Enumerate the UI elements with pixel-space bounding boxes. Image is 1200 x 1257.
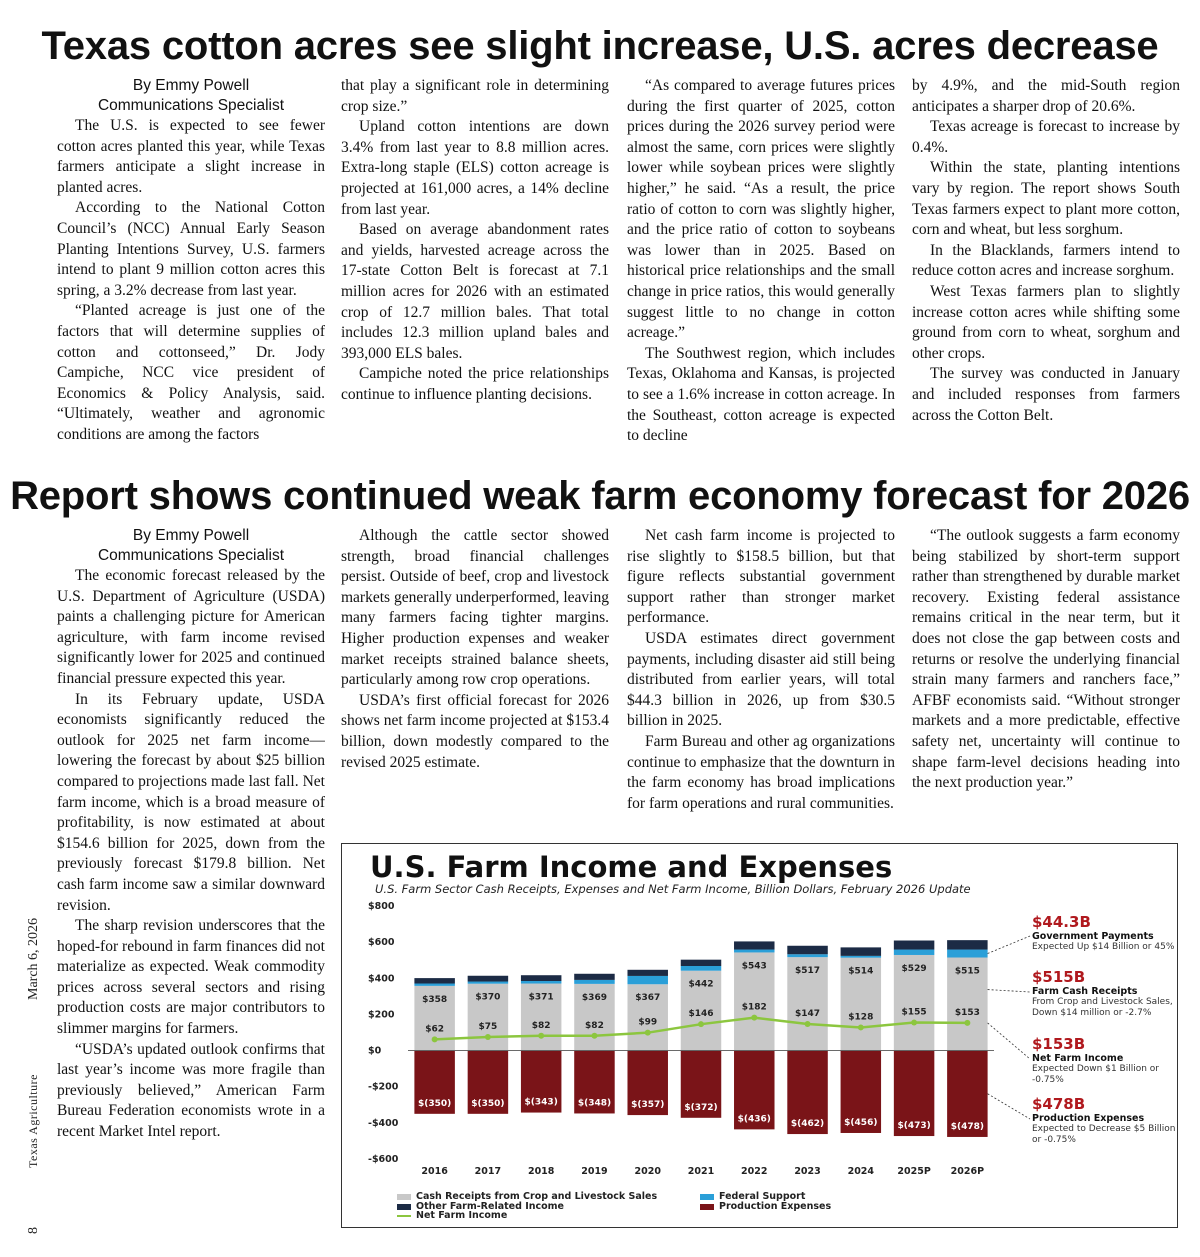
legend-label: Net Farm Income — [416, 1210, 508, 1221]
point-net-farm-income — [911, 1020, 917, 1026]
byline-title: Communications Specialist — [97, 97, 285, 114]
label-production-expenses: $(372) — [684, 1102, 718, 1113]
bar-other-income — [521, 975, 561, 981]
paragraph: “USDA’s updated outlook confirms that last year’s income was more fragile than previously believed,” American Farm Bureau Federation economists wrote in a recent Market Intel report. — [57, 1040, 325, 1141]
point-net-farm-income — [751, 1015, 757, 1021]
label-net-farm-income: $146 — [688, 1009, 714, 1020]
annotation-leader-line — [988, 1094, 1030, 1119]
bar-other-income — [894, 941, 934, 950]
annotation-desc: Expected Up $14 Billion or 45% — [1032, 942, 1175, 952]
point-net-farm-income — [805, 1021, 811, 1027]
paragraph: The survey was conducted in January and included responses from farmers across the Cotton Belt. — [912, 365, 1180, 424]
label-production-expenses: $(348) — [577, 1098, 612, 1109]
story2-column-1 — [57, 526, 325, 1232]
legend-label: Production Expenses — [719, 1201, 832, 1212]
paragraph: West Texas farmers plan to slightly increase cotton acres while shifting some ground from corn to wheat, sorghum and other crops. — [912, 282, 1180, 362]
bar-federal-support — [947, 950, 987, 958]
label-production-expenses: $(350) — [417, 1098, 452, 1109]
bar-federal-support — [468, 982, 508, 984]
x-tick-label: 2024 — [847, 1166, 875, 1177]
byline-name: By Emmy Powell — [132, 527, 250, 544]
legend-label: Other Farm-Related Income — [416, 1201, 565, 1212]
byline-title: Communications Specialist — [97, 547, 285, 564]
y-tick-label: $600 — [368, 937, 395, 949]
annotation-label: Production Expenses — [1032, 1113, 1145, 1124]
x-tick-label: 2026P — [950, 1166, 985, 1177]
legend-label: Federal Support — [719, 1191, 806, 1202]
bar-federal-support — [574, 980, 614, 984]
bar-federal-support — [627, 976, 667, 984]
point-net-farm-income — [698, 1021, 704, 1027]
paragraph: The Southwest region, which includes Texas, Oklahoma and Kansas, is projected to see a 1.6% increase in cotton acreage. In the Southeast, cotton acreage is expected to decline — [627, 344, 895, 445]
point-net-farm-income — [645, 1030, 651, 1036]
y-tick-label: -$400 — [368, 1117, 399, 1129]
story2-column-4 — [912, 526, 1180, 838]
point-net-farm-income — [485, 1034, 491, 1040]
y-tick-label: $400 — [368, 973, 395, 985]
label-cash-receipts: $529 — [901, 963, 927, 974]
legend-swatch — [397, 1204, 411, 1210]
annotation-value: $153B — [1032, 1035, 1086, 1053]
annotation-government-payments — [1032, 914, 1177, 953]
legend-swatch — [700, 1204, 714, 1210]
folio-date: March 6, 2026 — [26, 917, 41, 1000]
label-net-farm-income: $62 — [425, 1024, 445, 1035]
label-cash-receipts: $371 — [528, 992, 554, 1003]
legend-production-expenses — [700, 1201, 831, 1212]
bar-federal-support — [521, 981, 561, 984]
annotation-value: $44.3B — [1032, 913, 1091, 931]
label-net-farm-income: $128 — [848, 1012, 874, 1023]
label-net-farm-income: $155 — [901, 1007, 927, 1018]
bar-other-income — [681, 960, 721, 966]
x-tick-label: 2019 — [581, 1166, 608, 1177]
paragraph: Based on average abandonment rates and yields, harvested acreage across the 17-state Cotton Belt is forecast at 7.1 million acres for 2026 with an estimated crop of 12.7 million bales. That total includes 12.3 million upland bales and 393,000 ELS bales. — [341, 221, 609, 362]
bar-other-income — [468, 976, 508, 982]
paragraph: The economic forecast released by the U.S. Department of Agriculture (USDA) paints a challenging picture for American agriculture, with farm income revised significantly lower for 2025 and continued financial pressure expected this year. — [57, 567, 325, 687]
paragraph: Campiche noted the price relationships continue to influence planting decisions. — [341, 365, 609, 403]
legend-label: Cash Receipts from Crop and Livestock Sales — [416, 1191, 658, 1202]
label-net-farm-income: $99 — [638, 1017, 658, 1028]
annotation-leader-line — [988, 1023, 1030, 1059]
point-net-farm-income — [591, 1033, 597, 1039]
label-cash-receipts: $369 — [581, 992, 607, 1003]
x-tick-label: 2018 — [527, 1166, 555, 1177]
y-tick-label: -$200 — [368, 1081, 399, 1093]
headline-farm-economy: Report shows continued weak farm economy forecast for 2026 — [10, 474, 1190, 518]
label-net-farm-income: $82 — [585, 1020, 604, 1031]
bar-federal-support — [414, 984, 454, 986]
paragraph: In the Blacklands, farmers intend to reduce cotton acres and increase sorghum. — [912, 241, 1180, 280]
point-net-farm-income — [964, 1020, 970, 1026]
bar-other-income — [947, 940, 987, 949]
annotation-leader-line — [988, 990, 1030, 992]
y-tick-label: $0 — [368, 1045, 382, 1057]
paragraph: “As compared to average futures prices during the first quarter of 2025, cotton prices during the 2026 survey period were almost the same, corn prices were slightly lower while soybean prices were slightly higher,” he said. “As a result, the price ratio of cotton to corn was slightly higher, and the price ratio of cotton to soybeans was lower than in 2025. Based on historical price relationships and the small change in price ratios, this would generally suggest little to no change in cotton acreage.” — [627, 77, 895, 342]
story1-column-1 — [57, 76, 325, 468]
farm-income-chart — [341, 843, 1178, 1228]
annotation-desc: Expected Down $1 Billion or -0.75% — [1032, 1064, 1159, 1085]
paragraph: “Planted acreage is just one of the factors that will determine supplies of cotton and cottonseed,” Dr. Jody Campiche, NCC vice president of Economics & Policy Analysis, said. “Ultimately, weather and agronomic conditions are among the factors — [57, 302, 325, 443]
label-cash-receipts: $543 — [741, 961, 767, 972]
y-tick-label: $800 — [368, 901, 395, 912]
paragraph: The sharp revision underscores that the hoped-for rebound in farm finances did not materialize as expected. Weak commodity prices across several sectors and rising production costs are major contributors to slimmer margins for farmers. — [57, 917, 325, 1038]
y-tick-label: $200 — [368, 1009, 395, 1021]
story1-column-3 — [627, 76, 895, 468]
folio-page-number: 8 — [26, 1227, 41, 1234]
x-tick-label: 2020 — [634, 1166, 661, 1177]
headline-cotton-acres: Texas cotton acres see slight increase, U.S. acres decrease — [41, 24, 1159, 68]
bar-other-income — [627, 970, 667, 976]
bar-federal-support — [734, 950, 774, 953]
label-net-farm-income: $82 — [531, 1020, 551, 1031]
bar-other-income — [414, 978, 454, 983]
label-production-expenses: $(343) — [524, 1097, 558, 1108]
label-net-farm-income: $75 — [478, 1022, 498, 1033]
x-tick-label: 2021 — [687, 1166, 715, 1177]
annotation-label: Net Farm Income — [1032, 1053, 1124, 1064]
label-cash-receipts: $442 — [688, 979, 714, 990]
paragraph: According to the National Cotton Council’s (NCC) Annual Early Season Planting Intentions Survey, U.S. farmers intend to plant 9 million cotton acres this spring, a 3.2% decrease from last year. — [57, 199, 325, 299]
chart-subtitle: U.S. Farm Sector Cash Receipts, Expenses and Net Farm Income, Billion Dollars, February 2026 Update — [375, 882, 971, 896]
point-net-farm-income — [538, 1033, 544, 1039]
legend-swatch — [700, 1194, 714, 1200]
label-production-expenses: $(462) — [790, 1119, 825, 1130]
label-production-expenses: $(357) — [631, 1100, 665, 1111]
label-cash-receipts: $367 — [635, 993, 661, 1004]
bar-other-income — [734, 941, 774, 949]
x-tick-label: 2025P — [897, 1166, 931, 1177]
paragraph: Farm Bureau and other ag organizations continue to emphasize that the downturn in the farm economy has broad implications for farm operations and rural communities. — [627, 732, 895, 812]
legend-line — [397, 1215, 411, 1217]
label-cash-receipts: $517 — [795, 966, 821, 977]
paragraph: In its February update, USDA economists significantly reduced the outlook for 2025 net farm income—lowering the forecast by about $25 billion compared to projections made last fall. Net farm income, which is a broad measure of profitability, is now estimated at about $154.6 billion for 2025, down from the previously forecast $179.8 billion. Net cash farm income saw a similar downward revision. — [57, 690, 325, 914]
label-cash-receipts: $370 — [475, 992, 501, 1003]
paragraph: “The outlook suggests a farm economy being stabilized by short-term support rather than strengthened by durable market recovery. Existing federal assistance remains critical in the near term, but it does not close the gap between costs and returns or resolve the underlying financial strain many farmers and ranchers face,” AFBF economists said. “Without stronger markets and a more predictable, effective safety net, uncertainty will continue to shape farm-level decisions heading into the next production year.” — [912, 527, 1180, 792]
x-tick-label: 2016 — [421, 1166, 448, 1177]
annotation-farm-cash-receipts — [1032, 969, 1177, 1018]
label-production-expenses: $(473) — [897, 1121, 931, 1132]
annotation-desc: From Crop and Livestock Sales, Down $14 million or -2.7% — [1032, 997, 1173, 1018]
label-cash-receipts: $515 — [954, 966, 980, 977]
point-net-farm-income — [858, 1024, 864, 1030]
x-tick-label: 2023 — [794, 1166, 821, 1177]
paragraph: The U.S. is expected to see fewer cotton acres planted this year, while Texas farmers anticipate a slight increase in planted acres. — [57, 117, 325, 196]
paragraph: Although the cattle sector showed strength, broad financial challenges persist. Outside of beef, crop and livestock markets generally underperformed, leaving many farmers facing tighter margins. Higher production expenses and weaker market receipts strained balance sheets, particularly among row crop operations. — [341, 527, 609, 689]
x-tick-label: 2017 — [474, 1166, 502, 1177]
paragraph: Texas acreage is forecast to increase by 0.4%. — [912, 118, 1180, 156]
annotation-value: $478B — [1032, 1095, 1086, 1113]
paragraph: by 4.9%, and the mid-South region anticipates a sharper drop of 20.6%. — [912, 77, 1180, 115]
label-net-farm-income: $153 — [954, 1007, 980, 1018]
paragraph: Upland cotton intentions are down 3.4% from last year to 8.8 million acres. Extra-long staple (ELS) cotton acreage is projected at 161,000 acres, a 14% decline from last year. — [341, 118, 609, 218]
label-cash-receipts: $358 — [422, 994, 448, 1005]
story1-column-4 — [912, 76, 1180, 468]
legend-swatch — [397, 1194, 411, 1200]
byline-name: By Emmy Powell — [132, 77, 250, 94]
annotation-net-farm-income — [1032, 1036, 1177, 1085]
paragraph: USDA’s first official forecast for 2026 shows net farm income projected at $153.4 billion, down modestly compared to the revised 2025 estimate. — [341, 691, 609, 771]
bar-federal-support — [787, 954, 827, 957]
story1-column-2 — [341, 76, 609, 468]
label-production-expenses: $(350) — [471, 1098, 505, 1109]
folio-publication: Texas Agriculture — [26, 1074, 40, 1168]
bar-other-income — [574, 974, 614, 980]
annotation-label: Farm Cash Receipts — [1032, 986, 1138, 997]
label-net-farm-income: $147 — [795, 1009, 821, 1020]
annotation-label: Government Payments — [1032, 931, 1154, 942]
paragraph: that play a significant role in determining crop size.” — [341, 77, 609, 115]
paragraph: USDA estimates direct government payments, including disaster aid still being distributed from earlier years, will total $44.3 billion in 2026, up from $30.5 billion in 2025. — [627, 629, 895, 730]
y-tick-label: -$600 — [368, 1154, 399, 1165]
bar-federal-support — [681, 966, 721, 971]
x-tick-label: 2022 — [741, 1166, 768, 1177]
label-cash-receipts: $514 — [848, 966, 874, 977]
annotation-desc: Expected to Decrease $5 Billion or -0.75% — [1032, 1124, 1176, 1145]
label-production-expenses: $(436) — [737, 1114, 771, 1125]
legend-net-farm-income — [397, 1210, 507, 1221]
story2-column-2 — [341, 526, 609, 838]
bar-other-income — [787, 946, 827, 954]
label-production-expenses: $(456) — [844, 1117, 878, 1128]
bar-federal-support — [894, 950, 934, 955]
bar-federal-support — [841, 956, 881, 958]
paragraph: Within the state, planting intentions vary by region. The report shows South Texas farmers expect to plant more cotton, corn and wheat, but less sorghum. — [912, 159, 1180, 239]
label-net-farm-income: $182 — [741, 1002, 767, 1013]
point-net-farm-income — [432, 1036, 438, 1042]
story2-column-3 — [627, 526, 895, 838]
annotation-value: $515B — [1032, 968, 1086, 986]
label-production-expenses: $(478) — [950, 1121, 985, 1132]
bar-other-income — [841, 947, 881, 955]
annotation-leader-line — [988, 936, 1030, 954]
paragraph: Net cash farm income is projected to rise slightly to $158.5 billion, but that figure reflects substantial government support rather than stronger market performance. — [627, 527, 895, 627]
chart-title: U.S. Farm Income and Expenses — [370, 850, 893, 884]
annotation-production-expenses — [1032, 1096, 1177, 1145]
